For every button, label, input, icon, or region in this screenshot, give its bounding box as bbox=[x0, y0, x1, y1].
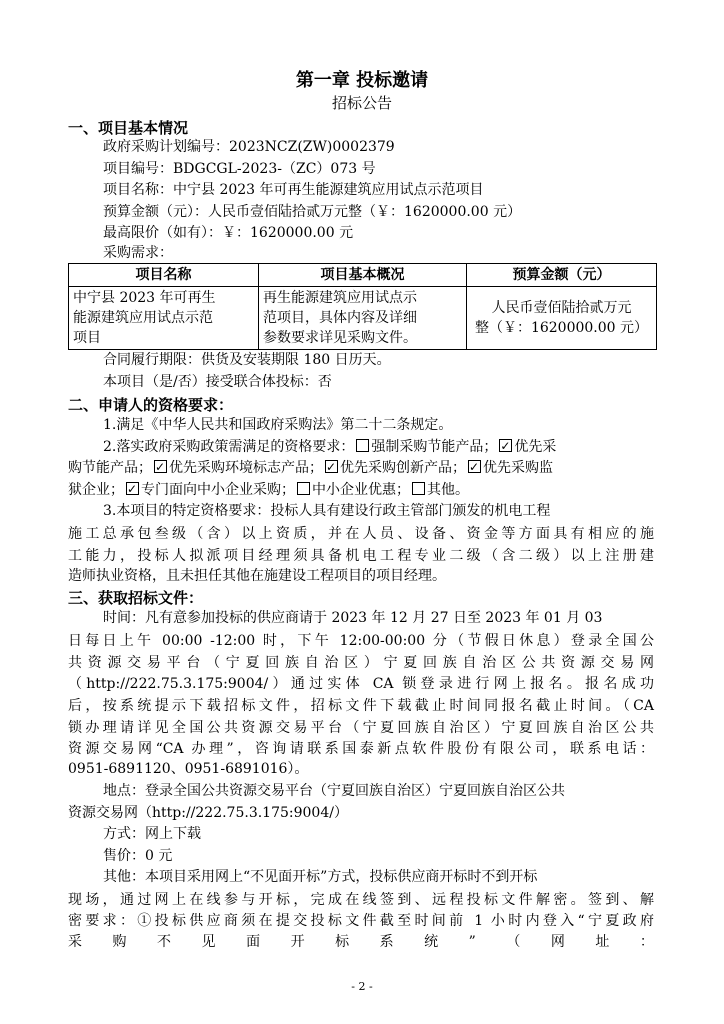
time-line: 后，按系统提示下载招标文件，招标文件下载截止时间同报名截止时间。（CA bbox=[68, 698, 654, 714]
checkbox-unchecked-icon bbox=[412, 482, 425, 495]
project-number: 项目编号：BDGCGL-2023-（ZC）073 号 bbox=[103, 161, 376, 177]
cell-line: 参数要求详见采购文件。 bbox=[263, 330, 417, 346]
time-line: 共资源交易平台（宁夏回族自治区）宁夏回族自治区公共资源交易网 bbox=[68, 655, 654, 671]
option-priority-energy: 优先采 bbox=[514, 439, 557, 455]
table-cell-name bbox=[69, 287, 259, 350]
checkbox-checked-icon bbox=[325, 460, 338, 473]
spread-char: 系 bbox=[379, 934, 394, 950]
qualification-item-2 bbox=[103, 437, 556, 457]
other-line: 密要求：①投标供应商须在提交投标文件截至时间前 1 小时内登入“宁夏政府 bbox=[68, 913, 654, 929]
spread-char: 统 bbox=[424, 934, 439, 950]
document-price: 售价：0 元 bbox=[103, 848, 173, 864]
plan-number: 政府采购计划编号：2023NCZ(ZW)0002379 bbox=[103, 139, 395, 155]
cell-line: 范项目，具体内容及详细 bbox=[263, 310, 417, 326]
cell-line: 项目 bbox=[73, 330, 101, 346]
spread-char: 址 bbox=[595, 934, 610, 950]
spread-char: ” bbox=[468, 934, 476, 950]
checkbox-checked-icon bbox=[499, 439, 512, 452]
qualification-item-2-cont2 bbox=[68, 480, 469, 500]
option-sme-discount: 中小企业优惠； bbox=[312, 482, 410, 498]
section2-heading: 二、申请人的资格要求： bbox=[68, 396, 234, 414]
qualification-item-1: 1.满足《中华人民共和国政府采购法》第二十二条规定。 bbox=[103, 417, 453, 433]
checkbox-unchecked-icon bbox=[356, 439, 369, 452]
other-line-spread bbox=[68, 932, 654, 952]
spread-char: （ bbox=[506, 934, 521, 950]
procurement-table bbox=[68, 263, 657, 350]
demand-label: 采购需求： bbox=[103, 245, 173, 261]
project-name: 项目名称：中宁县 2023 年可再生能源建筑应用试点示范项目 bbox=[103, 182, 484, 198]
location-line-2: 资源交易网（http://222.75.3.175:9004/） bbox=[68, 805, 348, 821]
option-priority-energy-cont: 购节能产品； bbox=[68, 460, 152, 476]
table-row bbox=[69, 287, 657, 350]
option-sme-dedicated: 专门面向中小企业采购； bbox=[141, 482, 295, 498]
spread-char: 面 bbox=[246, 934, 261, 950]
contract-period: 合同履行期限：供货及安装期限 180 日历天。 bbox=[103, 352, 391, 368]
cell-line: 能源建筑应用试点示范 bbox=[73, 310, 213, 326]
time-line-last: 0951-6891120、0951-6891016）。 bbox=[68, 761, 309, 777]
spread-char: ： bbox=[639, 934, 654, 950]
spread-char: 开 bbox=[290, 934, 305, 950]
time-line: 日每日上午 00:00 -12:00 时，下午 12:00-00:00 分（节假日休息）登录全国公 bbox=[68, 633, 654, 649]
section1-heading: 一、项目基本情况 bbox=[68, 119, 189, 137]
qualification-item-3-line: 工能力，投标人拟派项目经理须具备机电工程专业二级（含二级）以上注册建 bbox=[68, 548, 654, 564]
option-other: 其他。 bbox=[427, 482, 469, 498]
option-innovation: 优先采购创新产品； bbox=[340, 460, 466, 476]
cell-line: 整（￥：1620000.00 元） bbox=[474, 320, 649, 336]
spread-char: 标 bbox=[335, 934, 350, 950]
page-number: - 2 - bbox=[351, 980, 373, 993]
section3-heading: 三、获取招标文件： bbox=[68, 589, 204, 607]
other-line-1: 其他：本项目采用网上“不见面开标”方式，投标供应商开标时不到开标 bbox=[103, 869, 538, 885]
notice-title: 招标公告 bbox=[331, 94, 392, 112]
spread-char: 见 bbox=[201, 934, 216, 950]
time-line: 资源交易网“CA 办理”，咨询请联系国泰新点软件股份有限公司，联系电话： bbox=[68, 741, 654, 757]
cell-line: 再生能源建筑应用试点示 bbox=[263, 290, 417, 306]
table-header-row bbox=[69, 264, 657, 287]
qualification-item-3-line: 施工总承包叁级（含）以上资质，并在人员、设备、资金等方面具有相应的施 bbox=[68, 526, 654, 542]
time-line: （http://222.75.3.175:9004/）通过实体 CA 锁登录进行网上报名。报名成功 bbox=[68, 676, 654, 692]
option-env-label: 优先采购环境标志产品； bbox=[169, 460, 323, 476]
location-line-1: 地点：登录全国公共资源交易平台（宁夏回族自治区）宁夏回族自治区公共 bbox=[103, 783, 565, 799]
table-header: 项目名称 bbox=[69, 264, 259, 287]
budget-amount: 预算金额（元）：人民币壹佰陆拾贰万元整（￥：1620000.00 元） bbox=[103, 204, 522, 220]
checkbox-checked-icon bbox=[126, 482, 139, 495]
table-header: 项目基本概况 bbox=[259, 264, 467, 287]
item2-prefix: 2.落实政府采购政策需满足的资格要求： bbox=[103, 439, 355, 455]
cell-line: 人民币壹佰陆拾贰万元 bbox=[491, 300, 632, 316]
cell-line: 中宁县 2023 年可再生 bbox=[73, 290, 216, 306]
checkbox-unchecked-icon bbox=[297, 482, 310, 495]
qualification-item-3-last: 造师执业资格，且未担任其他在施建设工程项目的项目经理。 bbox=[68, 568, 446, 584]
consortium-policy: 本项目（是/否）接受联合体投标：否 bbox=[103, 374, 332, 390]
option-prison-enterprise-cont: 狱企业； bbox=[68, 482, 124, 498]
option-mandatory-energy: 强制采购节能产品； bbox=[371, 439, 498, 455]
table-cell-budget bbox=[467, 287, 657, 350]
spread-char: 网 bbox=[550, 934, 565, 950]
table-cell-overview bbox=[259, 287, 467, 350]
download-method: 方式：网上下载 bbox=[103, 826, 201, 842]
spread-char: 不 bbox=[157, 934, 172, 950]
checkbox-checked-icon bbox=[468, 460, 481, 473]
spread-char: 购 bbox=[112, 934, 127, 950]
qualification-item-3: 3.本项目的特定资格要求：投标人具有建设行政主管部门颁发的机电工程 bbox=[103, 503, 551, 519]
max-price: 最高限价（如有）：￥：1620000.00 元 bbox=[103, 225, 354, 241]
table-header: 预算金额（元） bbox=[467, 264, 657, 287]
other-line: 现场，通过网上在线参与开标，完成在线签到、远程投标文件解密。签到、解 bbox=[68, 892, 654, 908]
time-line-1: 时间：凡有意参加投标的供应商请于 2023 年 12 月 27 日至 2023 年 01 月 03 bbox=[103, 610, 603, 626]
checkbox-checked-icon bbox=[154, 460, 167, 473]
chapter-title: 第一章 投标邀请 bbox=[295, 70, 429, 91]
time-line: 锁办理请详见全国公共资源交易平台（宁夏回族自治区）宁夏回族自治区公共 bbox=[68, 720, 654, 736]
option-prison-enterprise: 优先采购监 bbox=[483, 460, 553, 476]
qualification-item-2-cont bbox=[68, 458, 553, 478]
spread-char: 采 bbox=[68, 934, 82, 950]
